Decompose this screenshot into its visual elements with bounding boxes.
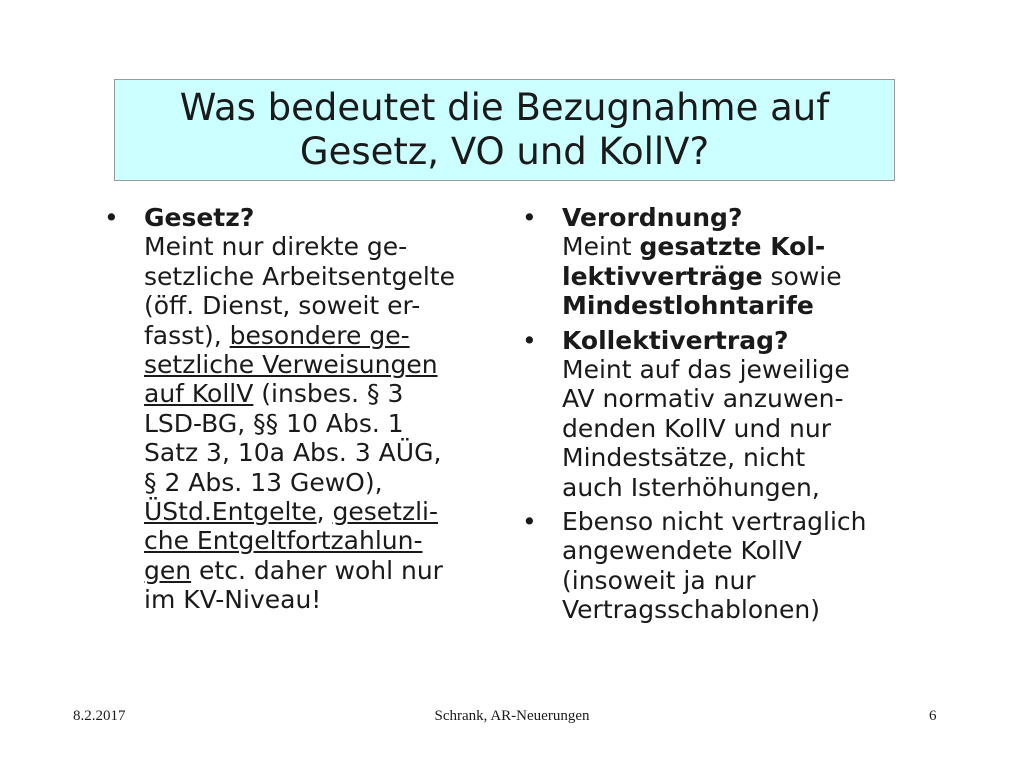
- bullet-dot: •: [104, 203, 119, 232]
- bullet-heading-kollektivvertrag: Kollektivertrag?: [562, 325, 789, 355]
- text-line: [562, 291, 922, 320]
- bullet-verordnung: [522, 203, 922, 321]
- text-line: denden KollV und nur: [562, 413, 831, 443]
- underlined-text: setzliche Verweisungen: [144, 350, 438, 380]
- right-column: [522, 203, 922, 630]
- text-line: Meint nur direkte ge-: [144, 232, 408, 262]
- text-line: angewendete KollV: [562, 536, 802, 566]
- underlined-text: ÜStd.Entgelte: [144, 497, 317, 527]
- bullet-dot: •: [522, 507, 537, 537]
- text-line: auch Isterhöhungen,: [562, 472, 820, 502]
- text-line: Mindestsätze, nicht: [562, 443, 806, 473]
- text-line: Satz 3, 10a Abs. 3 AÜG,: [144, 438, 442, 468]
- slide-title: [114, 79, 895, 181]
- bullet-dot: •: [522, 203, 537, 232]
- text-line: (insoweit ja nur: [562, 565, 756, 595]
- text-line: Ebenso nicht vertraglich: [562, 507, 867, 537]
- footer-author: Schrank, AR-Neuerungen: [434, 708, 590, 724]
- underlined-text: gen: [144, 555, 192, 585]
- text-line: Vertragsschablonen): [562, 595, 820, 625]
- bullet-ebenso: [522, 507, 922, 625]
- underlined-text: besondere ge-: [229, 320, 410, 350]
- bullet-kollektivvertrag: [522, 326, 922, 502]
- bullet-dot: •: [522, 325, 537, 355]
- text-line: Meint gesatzte Kol-: [562, 232, 826, 262]
- text-line: lektivverträge sowie: [562, 261, 842, 291]
- text-line: [144, 526, 504, 555]
- bold-text: gesatzte Kol-: [639, 232, 826, 262]
- bullet-heading-gesetz: Gesetz?: [144, 203, 255, 232]
- left-column: [104, 203, 504, 620]
- text-line: AV normativ anzuwen-: [562, 384, 844, 414]
- text-line: ÜStd.Entgelte, gesetzli-: [144, 497, 439, 527]
- text-line: (öff. Dienst, soweit er-: [144, 291, 421, 321]
- bullet-heading-verordnung: Verordnung?: [562, 203, 743, 232]
- footer-page-number: 6: [929, 708, 937, 724]
- bold-text: lektivverträge: [562, 261, 763, 291]
- footer-date: 8.2.2017: [73, 708, 126, 724]
- bullet-gesetz: [104, 203, 504, 615]
- title-line-2: Gesetz, VO und KollV?: [299, 130, 710, 173]
- bold-text: Mindestlohntarife: [562, 291, 814, 321]
- underlined-text: che Entgeltfortzahlun-: [144, 526, 423, 556]
- text-line: setzliche Arbeitsentgelte: [144, 261, 455, 291]
- text-line: LSD-BG, §§ 10 Abs. 1: [144, 408, 404, 438]
- text-line: gen etc. daher wohl nur: [144, 555, 443, 585]
- title-line-1: Was bedeutet die Bezugnahme auf: [179, 86, 830, 129]
- underlined-text: auf KollV: [144, 379, 254, 409]
- text-line: [144, 350, 504, 379]
- text-line: Meint auf das jeweilige: [562, 355, 850, 385]
- text-line: im KV-Niveau!: [144, 585, 322, 615]
- underlined-text: gesetzli-: [332, 497, 439, 527]
- text-line: fasst), besondere ge-: [144, 320, 410, 350]
- text-line: auf KollV (insbes. § 3: [144, 379, 404, 409]
- text-line: § 2 Abs. 13 GewO),: [144, 467, 383, 497]
